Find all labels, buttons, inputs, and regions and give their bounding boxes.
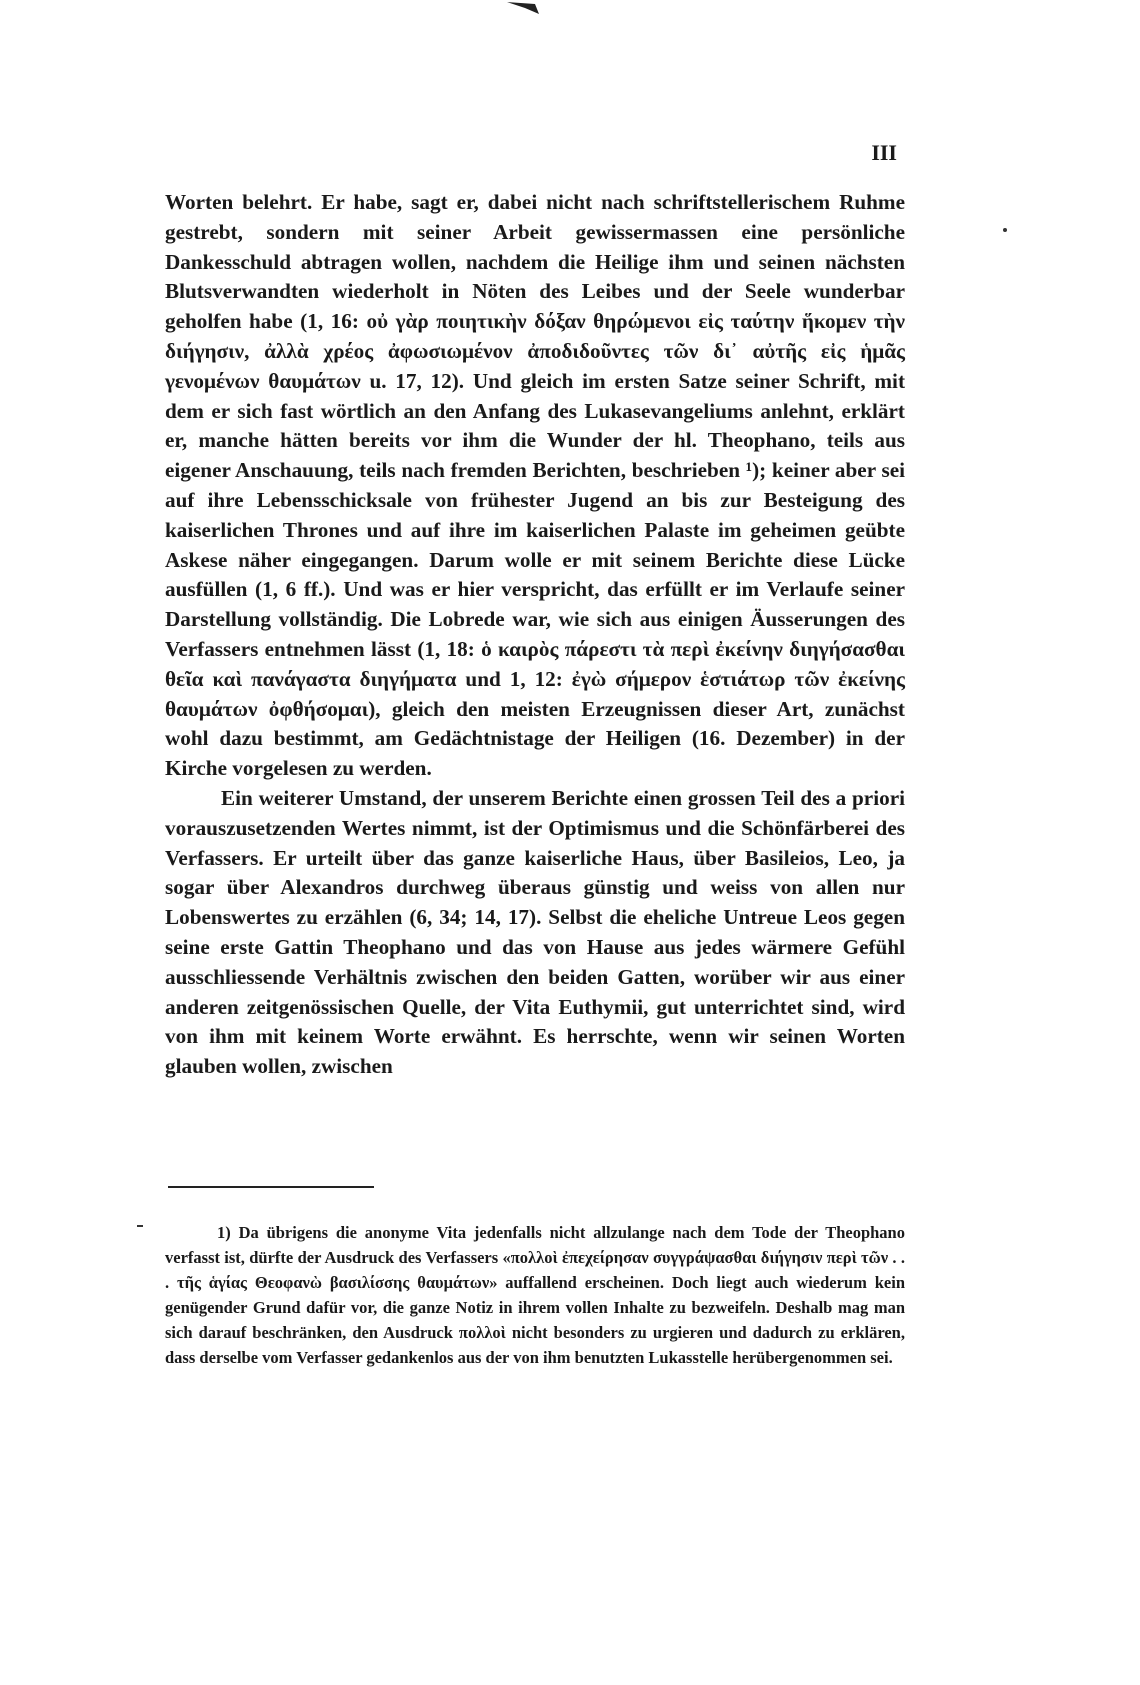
scan-artifact-mark	[505, 0, 541, 22]
paragraph: Worten belehrt. Er habe, sagt er, dabei nicht nach schriftstellerischem Ruhme gestrebt, sondern mit seiner Arbeit gewissermassen eine persönliche Dankesschuld abtragen wollen, nachdem die Heilige ihm und seinen nächsten Blutsverwandten wiederholt in Nöten des Leibes und der Seele wunderbar geholfen habe (1, 16: οὐ γὰρ ποιητικὴν δόξαν θηρώμενοι εἰς ταύτην ἥκομεν τὴν διήγησιν, ἀλλὰ χρέος ἀφωσιωμένον ἀποδιδοῦντες τῶν δι᾽ αὐτῆς εἰς ἡμᾶς γενομένων θαυμάτων u. 17, 12). Und gleich im ersten Satze seiner Schrift, mit dem er sich fast wörtlich an den Anfang des Lukasevangeliums anlehnt, erklärt er, manche hätten bereits vor ihm die Wunder der hl. Theophano, teils aus eigener Anschauung, teils nach fremden Berichten, beschrieben ¹); keiner aber sei auf ihre Lebensschicksale von frühester Jugend an bis zur Besteigung des kaiserlichen Thrones und auf ihre im kaiserlichen Palaste im geheimen geübte Askese näher eingegangen. Darum wolle er mit seinem Berichte diese Lücke ausfüllen (1, 6 ff.). Und was er hier verspricht, das erfüllt er im Verlaufe seiner Darstellung vollständig. Die Lobrede war, wie sich aus einigen Äusserungen des Verfassers entnehmen lässt (1, 18: ὁ καιρὸς πάρεστι τὰ περὶ ἐκείνην διηγήσασθαι θεῖα καὶ πανάγαστα διηγήματα und 1, 12: ἐγὼ σήμερον ἑστιάτωρ τῶν ἐκείνης θαυμάτων ὀφθήσομαι), gleich den meisten Erzeugnissen dieser Art, zunächst wohl dazu bestimmt, am Gedächtnistage der Heiligen (16. Dezember) in der Kirche vorgelesen zu werden.	[165, 190, 905, 781]
page-number: III	[871, 140, 897, 165]
footnote-rule	[168, 1186, 374, 1188]
margin-speck	[137, 1225, 143, 1227]
main-text	[165, 188, 905, 1082]
margin-speck	[1003, 228, 1007, 232]
footnote: 1) Da übrigens die anonyme Vita jedenfalls nicht allzulange nach dem Tode der Theophano verfasst ist, dürfte der Ausdruck des Verfassers «πολλοὶ ἐπεχείρησαν συγγράψασθαι διήγησιν περὶ τῶν . . . τῆς ἁγίας Θεοφανὼ βασιλίσσης θαυμάτων» auffallend erscheinen. Doch liegt auch wiederum kein genügender Grund dafür vor, die ganze Notiz in ihrem vollen Inhalte zu bezweifeln. Deshalb mag man sich darauf beschränken, den Ausdruck πολλοὶ nicht besonders zu urgieren und dadurch zu erklären, dass derselbe vom Verfasser gedankenlos aus der von ihm benutzten Lukasstelle herübergenommen sei.	[165, 1223, 905, 1367]
paragraph: Ein weiterer Umstand, der unserem Berichte einen grossen Teil des a priori vorauszusetzenden Wertes nimmt, ist der Optimismus und die Schönfärberei des Verfassers. Er urteilt über das ganze kaiserliche Haus, über Basileios, Leo, ja sogar über Alexandros durchweg überaus günstig und weiss von allen nur Lobenswertes zu erzählen (6, 34; 14, 17). Selbst die eheliche Untreue Leos gegen seine erste Gattin Theophano und das von Hause aus jedes wärmere Gefühl ausschliessende Verhältnis zwischen den beiden Gatten, worüber wir aus einer anderen zeitgenössischen Quelle, der Vita Euthymii, gut unterrichtet sind, wird von ihm mit keinem Worte erwähnt. Es herrschte, wenn wir seinen Worten glauben wollen, zwischen	[165, 785, 905, 1079]
